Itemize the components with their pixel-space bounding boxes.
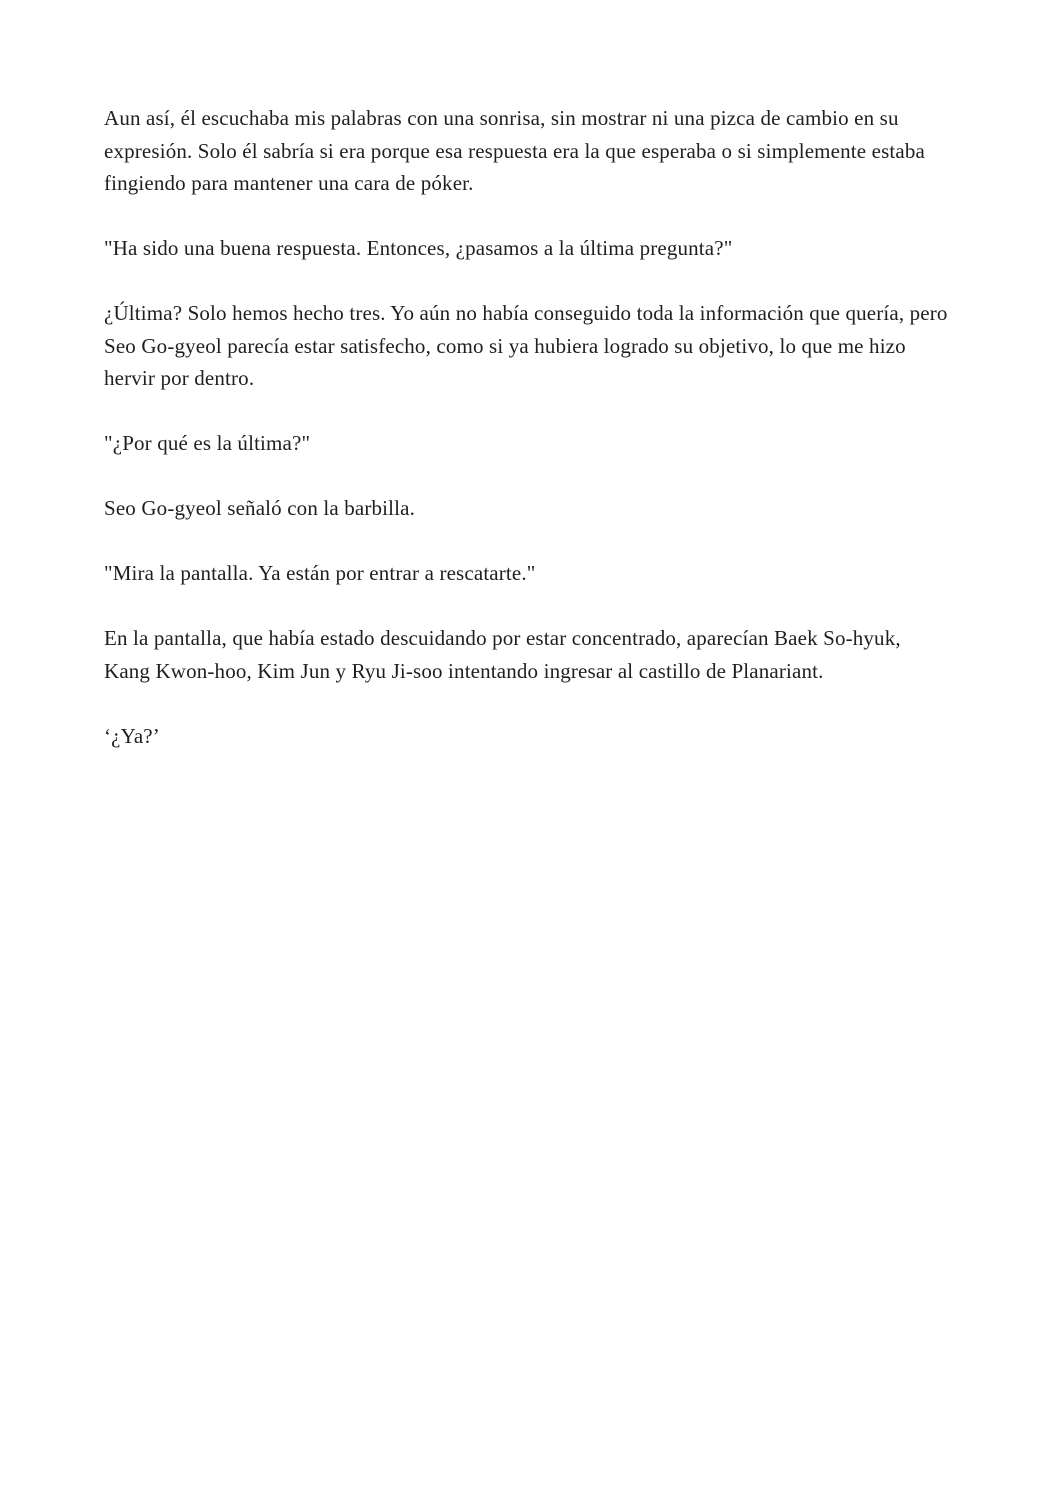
paragraph-2: "Ha sido una buena respuesta. Entonces, ¿pasamos a la última pregunta?" [104,236,733,260]
paragraph-3: ¿Última? Solo hemos hecho tres. Yo aún no había conseguido toda la información que quería, pero Seo Go-gyeol parecía estar satisfecho, como si ya hubiera logrado su objetivo, lo que me hizo hervir por dentro. [104,301,948,390]
paragraph-5: Seo Go-gyeol señaló con la barbilla. [104,496,415,520]
paragraph-1: Aun así, él escuchaba mis palabras con una sonrisa, sin mostrar ni una pizca de cambio en su expresión. Solo él sabría si era porque esa respuesta era la que esperaba o si simplemente estaba fingiendo para mantener una cara de póker. [104,106,925,195]
paragraph-8: ‘¿Ya?’ [104,723,160,748]
paragraph-6: "Mira la pantalla. Ya están por entrar a rescatarte." [104,561,536,585]
paragraph-4: "¿Por qué es la última?" [104,431,311,455]
paragraph-7: En la pantalla, que había estado descuidando por estar concentrado, aparecían Baek So-hyuk, Kang Kwon-hoo, Kim Jun y Ryu Ji-soo intentando ingresar al castillo de Planariant. [104,626,901,683]
document-body [104,102,950,785]
